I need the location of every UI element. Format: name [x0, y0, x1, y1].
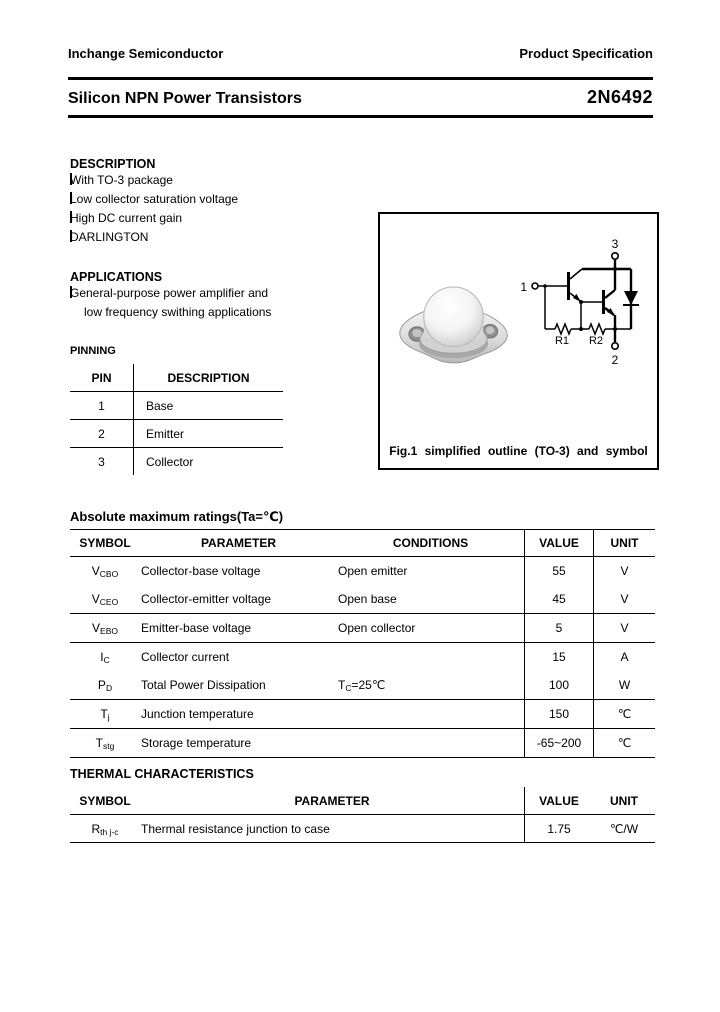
- parameter-cell: Thermal resistance junction to case: [141, 821, 330, 836]
- unit-column-header: UNIT: [593, 530, 655, 556]
- conditions-cell: [337, 700, 524, 728]
- pinning-row: [70, 448, 283, 475]
- part-number: 2N6492: [586, 87, 653, 107]
- unit-cell: ℃/W: [609, 821, 639, 836]
- value-cell: -65~200: [524, 729, 593, 757]
- value-cell: 150: [524, 700, 593, 728]
- value-cell: 1.75: [524, 815, 593, 842]
- thermal-header-row: [70, 787, 655, 815]
- applications-item-cont: low frequency swithing applications: [84, 305, 272, 319]
- abs-max-heading: Absolute maximum ratings(Ta=℃): [70, 509, 284, 524]
- conditions-cell: T C =25℃: [338, 678, 386, 693]
- pin2-label: 2: [611, 353, 619, 367]
- unit-cell: V: [593, 614, 655, 642]
- symbol-cell: T stg: [95, 736, 115, 751]
- applications-item: General-purpose power amplifier and: [70, 286, 269, 300]
- table-row: [70, 557, 655, 585]
- symbol-cell: R th j-c: [91, 821, 119, 837]
- parameter-cell: Emitter-base voltage: [141, 621, 252, 635]
- value-cell: 55: [524, 557, 593, 585]
- applications-heading: APPLICATIONS: [70, 270, 163, 284]
- table-row: [70, 614, 655, 643]
- pin-number: 2: [98, 426, 105, 441]
- unit-cell: ℃: [593, 700, 655, 728]
- unit-cell: A: [593, 643, 655, 671]
- r2-label: R2: [588, 335, 604, 347]
- pinning-section: [70, 345, 283, 475]
- parameter-column-header: PARAMETER: [200, 536, 277, 550]
- figure-box: [378, 212, 659, 470]
- conditions-cell: [337, 729, 524, 757]
- table-header-row: [70, 530, 655, 557]
- symbol-column-header: SYMBOL: [79, 536, 131, 550]
- value-column-header: VALUE: [524, 787, 593, 814]
- r1-label: R1: [554, 335, 570, 347]
- applications-section: [70, 270, 271, 322]
- description-heading: DESCRIPTION: [70, 157, 156, 171]
- abs-max-section: [70, 509, 655, 758]
- pin-description: Collector: [133, 448, 283, 475]
- pinning-row: [70, 392, 283, 420]
- unit-cell: V: [593, 557, 655, 585]
- product-title: Silicon NPN Power Transistors: [68, 90, 302, 107]
- to3-package-image: [394, 282, 514, 390]
- symbol-cell: T j: [100, 707, 110, 722]
- description-item: High DC current gain: [70, 211, 183, 225]
- pin-column-header: PIN: [91, 370, 112, 385]
- unit-cell: ℃: [593, 729, 655, 757]
- parameter-column-header: PARAMETER: [294, 793, 370, 808]
- table-row: [70, 700, 655, 729]
- pinning-table: [70, 364, 283, 475]
- conditions-column-header: CONDITIONS: [392, 536, 469, 550]
- abs-max-table: [70, 529, 655, 758]
- doc-type: Product Specification: [519, 46, 653, 61]
- parameter-cell: Collector current: [141, 650, 230, 664]
- table-row: [70, 643, 655, 671]
- figure-caption: Fig.1 simplified outline (TO-3) and symbol: [389, 444, 648, 458]
- conditions-cell: Open emitter: [338, 564, 408, 578]
- parameter-cell: Collector-emitter voltage: [141, 592, 272, 606]
- value-cell: 5: [524, 614, 593, 642]
- header-rule: [68, 77, 653, 80]
- value-cell: 15: [524, 643, 593, 671]
- symbol-cell: V EBO: [92, 621, 118, 636]
- conditions-cell: Open base: [338, 592, 397, 606]
- pinning-header-row: [70, 364, 283, 392]
- pin-number: 3: [98, 454, 105, 469]
- pin3-label: 3: [611, 237, 619, 251]
- value-column-header: VALUE: [524, 530, 593, 556]
- unit-column-header: UNIT: [610, 793, 638, 808]
- description-item: DARLINGTON: [70, 230, 149, 244]
- pinning-heading: PINNING: [70, 345, 116, 357]
- conditions-cell: Open collector: [338, 621, 416, 635]
- symbol-cell: V CEO: [91, 592, 119, 607]
- parameter-cell: Junction temperature: [141, 707, 254, 721]
- value-cell: 45: [524, 585, 593, 613]
- circuit-symbol: [505, 214, 655, 372]
- table-row: [70, 729, 655, 758]
- description-item: With TO-3 package: [70, 173, 173, 187]
- description-item: Low collector saturation voltage: [70, 192, 239, 206]
- thermal-row: [70, 815, 655, 843]
- pin-description: Emitter: [133, 420, 283, 447]
- parameter-cell: Storage temperature: [141, 736, 252, 750]
- description-section: [70, 157, 238, 247]
- description-column-header: DESCRIPTION: [133, 364, 283, 391]
- pin-description: Base: [133, 392, 283, 419]
- pin-number: 1: [98, 398, 105, 413]
- table-row: [70, 585, 655, 614]
- thermal-heading: THERMAL CHARACTERISTICS: [70, 767, 254, 781]
- symbol-cell: P D: [97, 678, 113, 693]
- parameter-cell: Total Power Dissipation: [141, 678, 266, 692]
- conditions-cell: [337, 643, 524, 671]
- unit-cell: V: [593, 585, 655, 613]
- parameter-cell: Collector-base voltage: [141, 564, 261, 578]
- symbol-cell: I C: [100, 650, 110, 665]
- pinning-row: [70, 420, 283, 448]
- title-row: [68, 87, 653, 108]
- thermal-table: [70, 787, 655, 843]
- title-rule: [68, 115, 653, 118]
- page-header: [68, 46, 653, 61]
- table-row: [70, 671, 655, 700]
- value-cell: 100: [524, 671, 593, 699]
- symbol-cell: V CBO: [91, 564, 119, 579]
- pin1-label: 1: [520, 280, 527, 294]
- symbol-column-header: SYMBOL: [79, 793, 131, 808]
- company-name: Inchange Semiconductor: [68, 46, 224, 61]
- thermal-section: [70, 767, 655, 843]
- unit-cell: W: [593, 671, 655, 699]
